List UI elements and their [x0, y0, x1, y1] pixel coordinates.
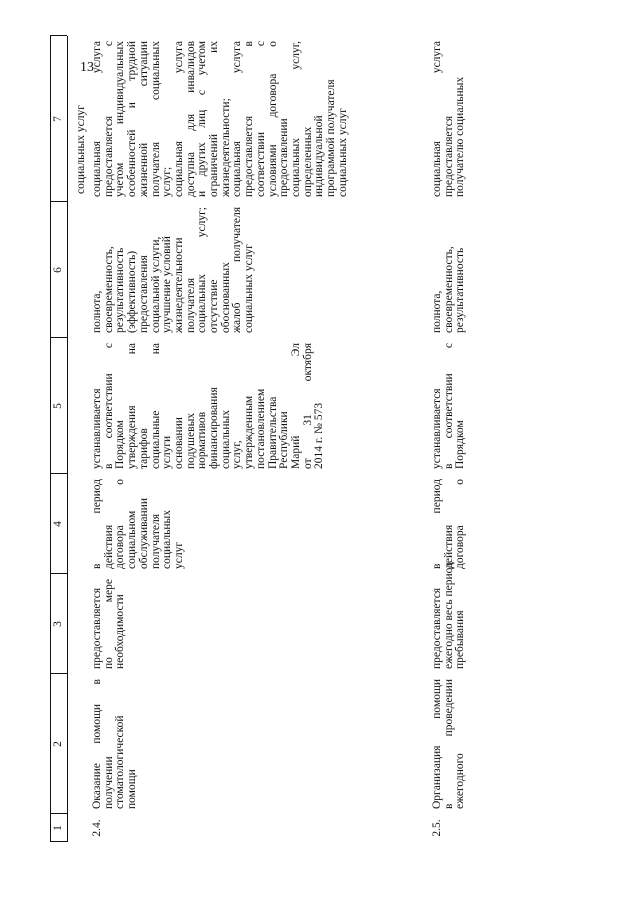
provision-period-cell [432, 479, 467, 569]
text-line: результативность [114, 247, 127, 333]
text-line: тарифов [137, 428, 150, 469]
text-line: Правительства [266, 396, 279, 469]
text-line: получении [102, 756, 115, 809]
header-bottom-border [67, 36, 68, 842]
service-conditions-cell [92, 41, 349, 197]
text-line: утверждения на [126, 343, 139, 469]
column-number-7: 7 [52, 116, 64, 122]
text-line: социальных услуг [75, 105, 87, 194]
text-line: стоматологической [114, 715, 127, 809]
column-number-3: 3 [52, 621, 64, 627]
text-line: действия [442, 524, 455, 569]
text-line: в соответствии с [102, 343, 115, 469]
quality-indicators-cell [432, 207, 467, 333]
text-line: предоставляется в [243, 41, 256, 197]
text-line: индивидуальной [313, 115, 326, 197]
text-line: и других лиц с учетом [196, 41, 209, 197]
text-line: действия [102, 524, 115, 569]
text-line: ежегодного [454, 753, 467, 809]
text-line: подушевых [184, 412, 197, 469]
text-line: услуг, [231, 440, 244, 469]
text-line: социальная услуга [172, 41, 185, 197]
text-line: договора о [454, 479, 467, 569]
text-line: жизнедеятельности; [219, 98, 232, 197]
text-line: в проведении [442, 679, 455, 809]
text-line: по мере [102, 579, 115, 669]
text-line: договора о [114, 479, 127, 569]
text-line: соответствии с [254, 41, 267, 197]
row-number [432, 814, 444, 842]
text-line: предоставлении [278, 118, 291, 197]
text-line: пребывания [454, 610, 467, 669]
text-line: жалоб получателя [231, 207, 244, 333]
text-line: получателя [184, 278, 197, 333]
page-number: 13 [80, 60, 94, 75]
text-line: нормативов [196, 411, 209, 469]
text-line: в период [91, 479, 103, 569]
text-line: услуг; [161, 166, 174, 197]
text-line: социальных [161, 510, 174, 569]
text-line: устанавливается [91, 388, 103, 469]
text-line: получателя [149, 514, 162, 569]
text-line: помощи [126, 769, 139, 809]
column-number-1: 1 [52, 825, 64, 831]
text-line: результативность [454, 247, 467, 333]
text-line: Республики [278, 411, 291, 469]
text-line: социальных услуг [243, 244, 256, 333]
text-line: программой получателя [325, 79, 338, 197]
quality-indicators-cell [92, 207, 256, 333]
text-line: предоставляется [91, 587, 103, 669]
provision-period-cell [92, 479, 186, 569]
service-conditions-cell [432, 41, 467, 197]
text-line: учетом индивидуальных [114, 41, 127, 197]
tariff-cell [92, 343, 326, 469]
text-line: Марий Эл [289, 343, 302, 469]
text-line: социальная услуга [231, 41, 244, 197]
text-line: предоставляется [431, 587, 443, 669]
text-line: условиями договора о [266, 41, 279, 197]
text-line: в соответствии с [442, 343, 455, 469]
text-line: жизнедеятельности [172, 237, 185, 333]
text-line: Организация помощи [431, 679, 443, 809]
text-line: от 31 октября [301, 343, 314, 469]
text-line: предоставляется [442, 115, 455, 197]
text-line: устанавливается [431, 388, 443, 469]
text-line: своевременность, [442, 246, 455, 333]
text-line: социальной услуги, [149, 236, 162, 333]
text-line: обслуживании [137, 498, 150, 569]
text-line: услуги [161, 435, 174, 469]
text-line: постановлением [254, 388, 267, 469]
column-number-5: 5 [52, 403, 64, 409]
text-line: Порядком [114, 420, 127, 469]
text-line: 2014 г. № 573 [313, 402, 326, 469]
text-line: основании [172, 417, 185, 469]
text-line: получателю социальных [454, 76, 467, 197]
text-line: в период [431, 479, 443, 569]
text-line: социальные на [149, 343, 162, 469]
text-line: необходимости [114, 594, 127, 669]
service-name-cell [92, 679, 139, 809]
text-line: ежегодно весь период [442, 562, 455, 669]
column-number-4: 4 [52, 521, 64, 527]
text-line: определенных [301, 126, 314, 197]
text-line: услуг [172, 541, 185, 569]
text-line: финансирования [208, 387, 221, 469]
text-line: отсутствие [208, 279, 221, 333]
text-line: особенностей и трудной [126, 41, 139, 197]
text-line: социальных услуг; [196, 207, 209, 333]
text-line: социальных услуг, [289, 41, 302, 197]
text-line: социальном [126, 510, 139, 569]
text-line: 2.5. [431, 819, 443, 837]
provision-term-cell [431, 562, 467, 669]
text-line: получателя социальных [149, 41, 162, 197]
text-line: социальных [219, 410, 232, 469]
text-line: обоснованных [219, 262, 232, 333]
text-line: полнота, [91, 290, 103, 333]
text-line: предоставления [137, 255, 150, 333]
text-line: ограничений их [208, 41, 221, 197]
text-line: социальная услуга [431, 41, 443, 197]
services-table [50, 36, 586, 842]
text-line: социальная услуга [91, 41, 103, 197]
service-name-cell [432, 679, 467, 809]
text-line: Порядком [454, 420, 467, 469]
text-line: социальных услуг [336, 108, 349, 197]
text-line: Оказание помощи в [91, 679, 103, 809]
column-number-6: 6 [52, 267, 64, 273]
text-line: 2.4. [91, 819, 103, 837]
provision-term-cell [92, 579, 127, 669]
continuation-text [76, 44, 88, 194]
row-number [92, 814, 104, 842]
text-line: своевременность, [102, 246, 115, 333]
text-line: предоставляется с [102, 41, 115, 197]
text-line: доступна для инвалидов [184, 41, 197, 197]
column-number-2: 2 [52, 741, 64, 747]
tariff-cell [432, 343, 467, 469]
text-line: улучшение условий [161, 236, 174, 333]
text-line: жизненной ситуации [137, 41, 150, 197]
text-line: полнота, [431, 290, 443, 333]
text-line: (эффективность) [126, 250, 139, 333]
text-line: утвержденным [243, 395, 256, 469]
